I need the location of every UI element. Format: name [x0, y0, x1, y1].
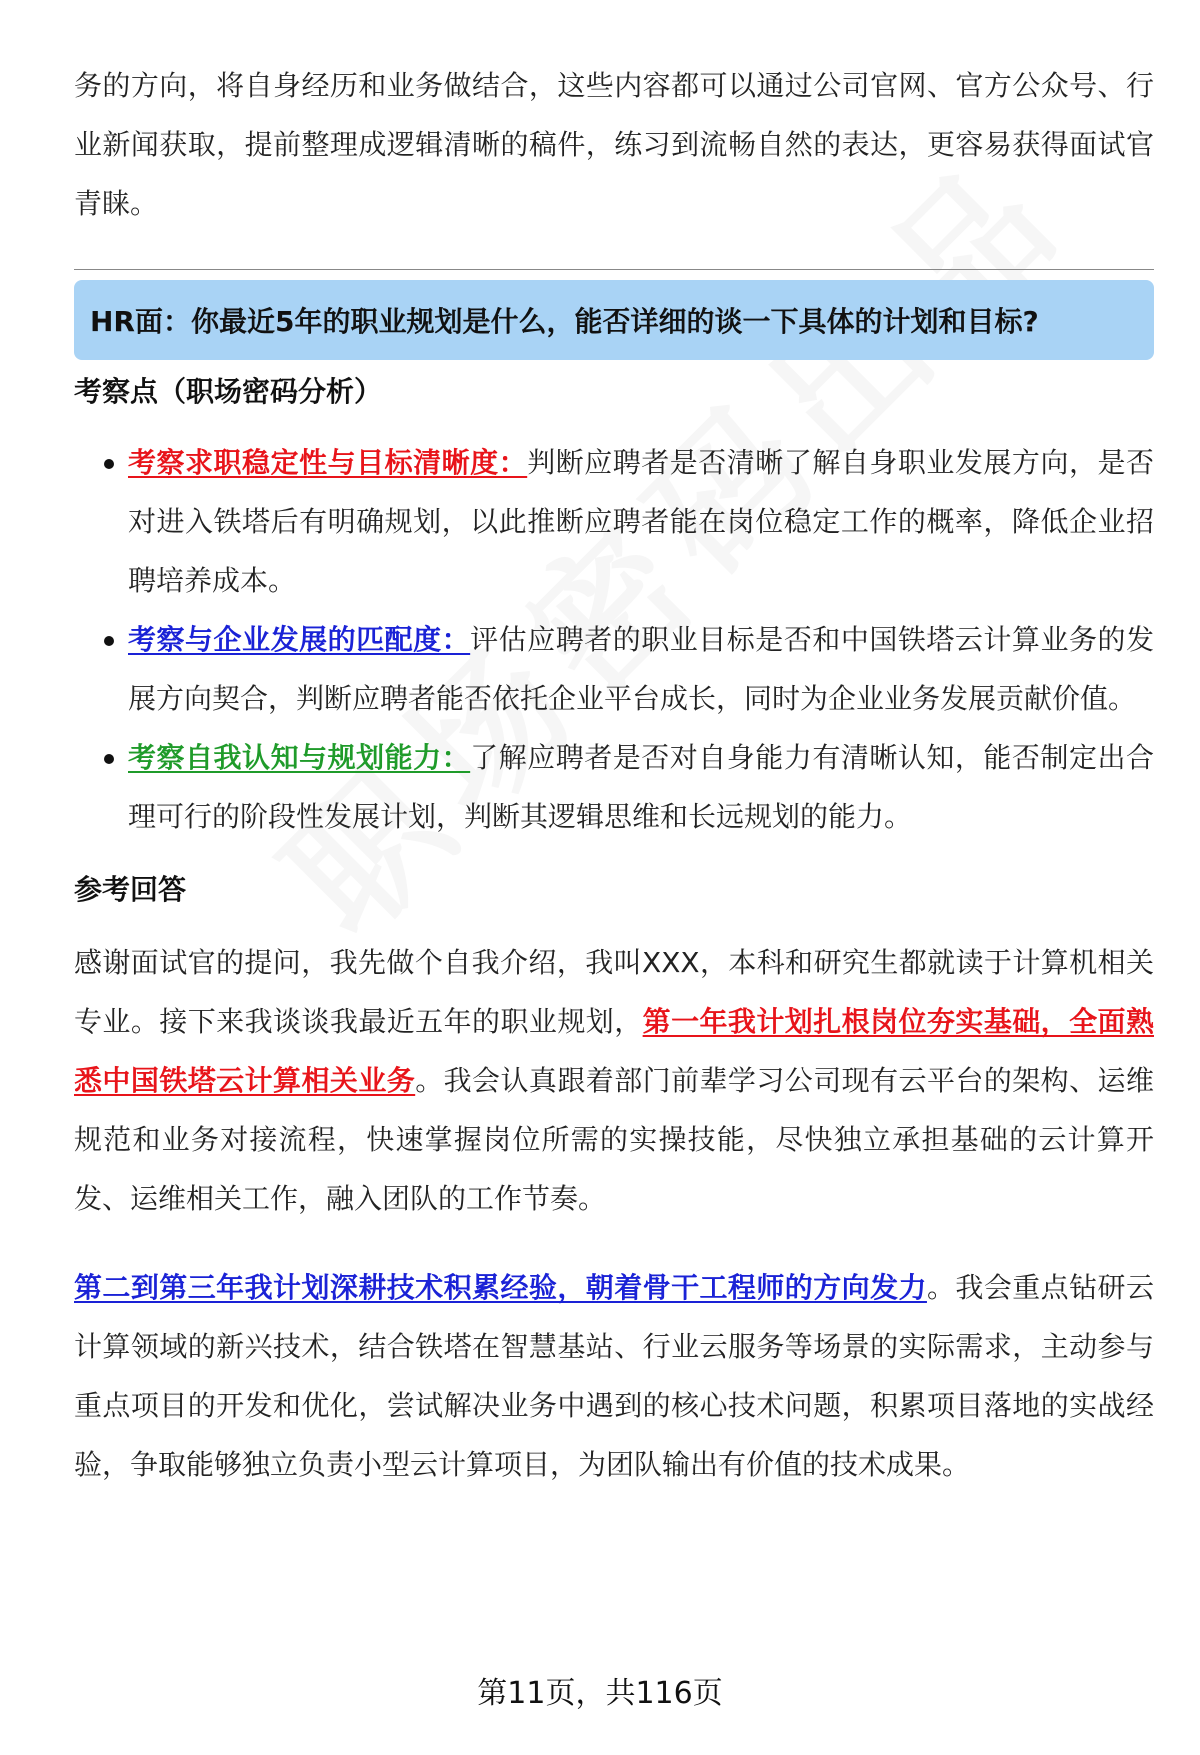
answer-paragraph-1 [74, 933, 1154, 1228]
point-text: 评估应聘者的职业目标是否和中国铁塔云计算业务的发展方向契合，判断应聘者能否依托企业平台成长，同时为企业业务发展贡献价值。 [128, 623, 1154, 715]
bullet-icon [104, 459, 114, 469]
analysis-points-list [74, 433, 1154, 846]
answer-p1-before: 感谢面试官的提问，我先做个自我介绍，我叫XXX，本科和研究生都就读于计算机相关专业。接下来我谈谈我最近五年的职业规划， [74, 946, 1154, 1038]
answer-p1-highlight: 第一年我计划扎根岗位夯实基础，全面熟悉中国铁塔云计算相关业务 [74, 1005, 1154, 1097]
answer-p2-after: 。我会重点钻研云计算领域的新兴技术，结合铁塔在智慧基站、行业云服务等场景的实际需求，主动参与重点项目的开发和优化，尝试解决业务中遇到的核心技术问题，积累项目落地的实战经验，争取能够独立负责小型云计算项目，为团队输出有价值的技术成果。 [74, 1271, 1154, 1481]
bullet-icon [104, 754, 114, 764]
point-text: 判断应聘者是否清晰了解自身职业发展方向，是否对进入铁塔后有明确规划，以此推断应聘者能在岗位稳定工作的概率，降低企业招聘培养成本。 [128, 446, 1154, 597]
page-content [74, 56, 1154, 1494]
point-label: 考察求职稳定性与目标清晰度： [128, 446, 528, 479]
page-number: 第11页，共116页 [477, 1676, 723, 1711]
point-label: 考察自我认知与规划能力： [128, 741, 471, 774]
answer-p2-highlight: 第二到第三年我计划深耕技术积累经验，朝着骨干工程师的方向发力 [74, 1271, 927, 1304]
bullet-icon [104, 636, 114, 646]
answer-heading: 参考回答 [74, 873, 187, 906]
question-box [74, 280, 1154, 360]
answer-paragraph-2 [74, 1258, 1154, 1494]
list-item-point-2 [74, 610, 1154, 728]
point-label: 考察与企业发展的匹配度： [128, 623, 471, 656]
analysis-heading: 考察点（职场密码分析） [74, 375, 383, 408]
section-divider [74, 269, 1154, 270]
question-text: HR面：你最近5年的职业规划是什么，能否详细的谈一下具体的计划和目标? [90, 305, 1039, 338]
list-item-point-1 [74, 433, 1154, 610]
answer-p1-after: 。我会认真跟着部门前辈学习公司现有云平台的架构、运维规范和业务对接流程，快速掌握岗位所需的实操技能，尽快独立承担基础的云计算开发、运维相关工作，融入团队的工作节奏。 [74, 1064, 1154, 1215]
intro-paragraph: 务的方向，将自身经历和业务做结合，这些内容都可以通过公司官网、官方公众号、行业新闻获取，提前整理成逻辑清晰的稿件，练习到流畅自然的表达，更容易获得面试官青睐。 [74, 69, 1154, 220]
list-item-point-3 [74, 728, 1154, 846]
point-text: 了解应聘者是否对自身能力有清晰认知，能否制定出合理可行的阶段性发展计划，判断其逻辑思维和长远规划的能力。 [128, 741, 1154, 833]
